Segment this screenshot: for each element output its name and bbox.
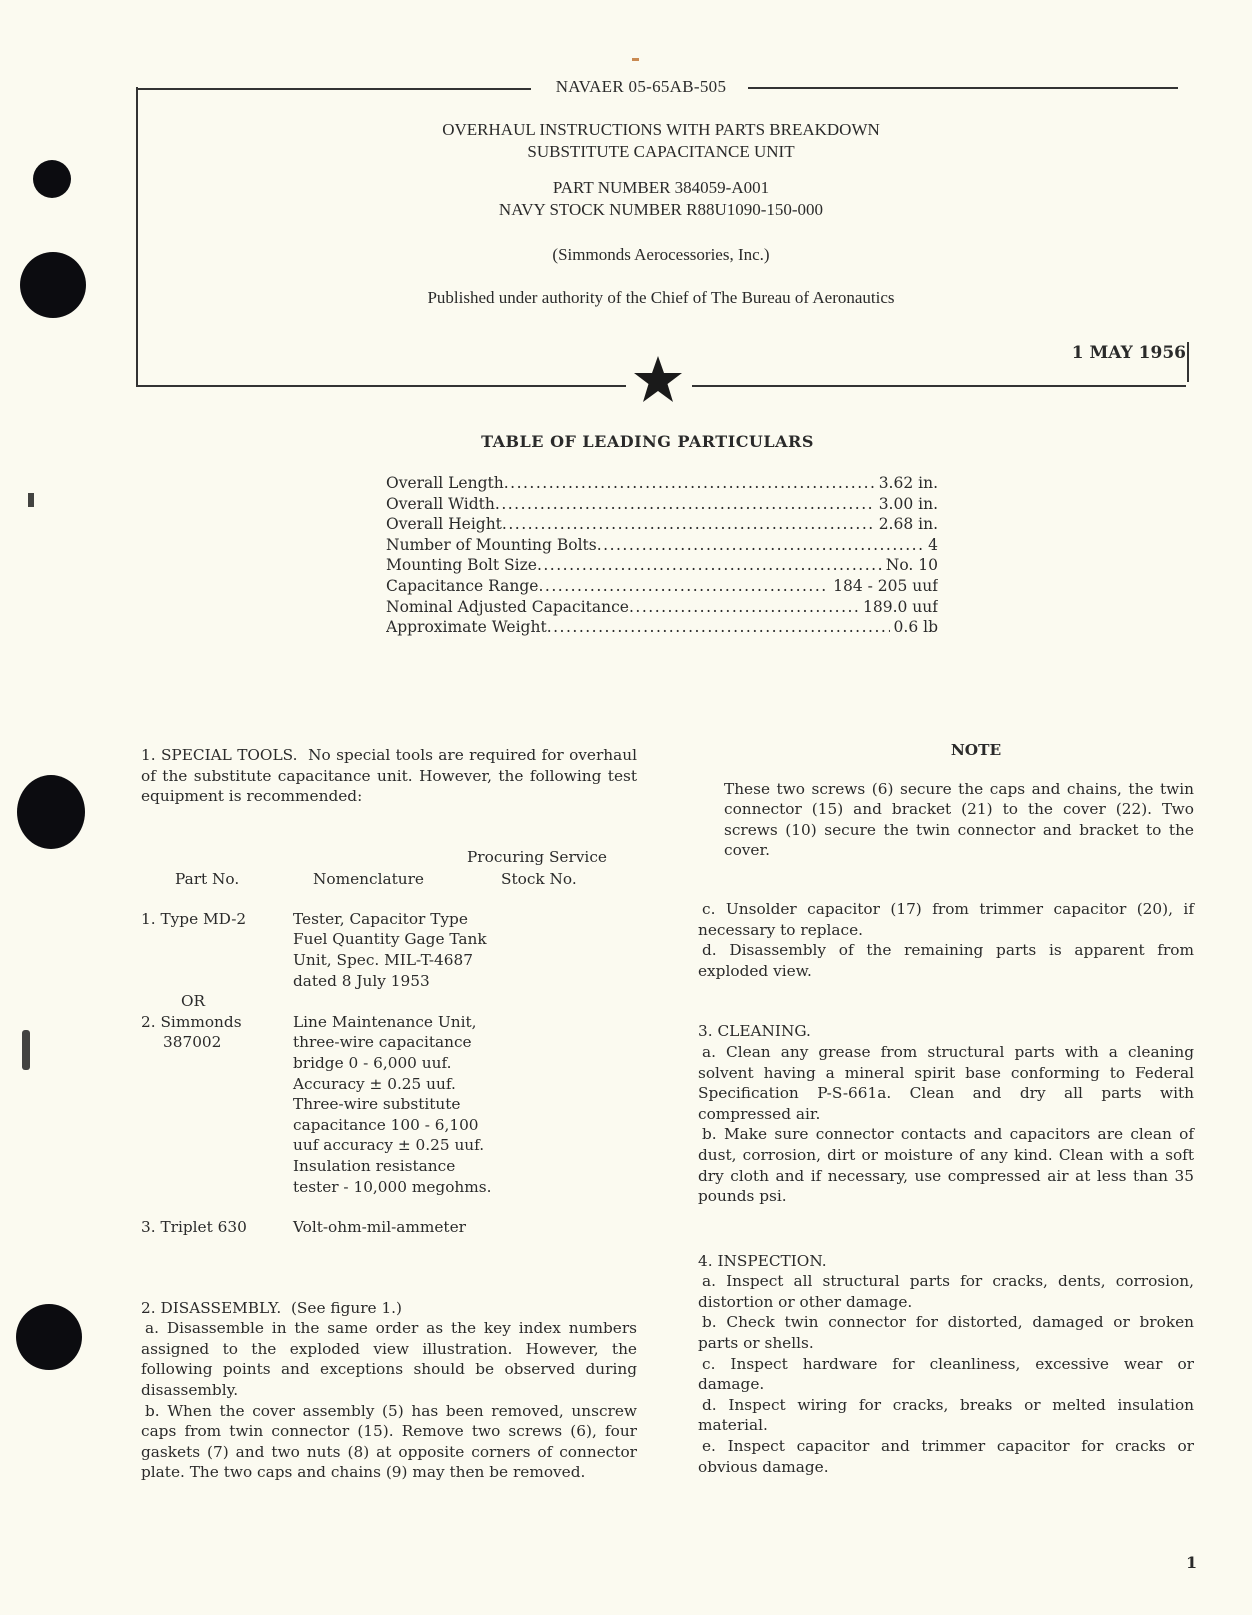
navy-stock-number: NAVY STOCK NUMBER R88U1090-150-000 <box>498 200 824 219</box>
tool-part-no: 3. Triplet 630 <box>141 1218 247 1237</box>
inspection-heading: 4. INSPECTION. <box>698 1251 827 1270</box>
tool-part-no <box>141 1012 242 1053</box>
note-title: NOTE <box>950 741 1002 759</box>
inspection-step: e. Inspect capacitor and trimmer capacitor for cracks or obvious damage. <box>698 1437 1194 1476</box>
nomenclature-line: Unit, Spec. MIL-T-4687 <box>293 950 473 969</box>
row-label: Number of Mounting Bolts <box>386 535 597 554</box>
inspection-step: b. Check twin connector for distorted, damaged or broken parts or shells. <box>698 1313 1194 1353</box>
particulars-row <box>386 617 938 638</box>
disassembly-heading-line <box>141 1298 637 1319</box>
inspection-step: d. Inspect wiring for cracks, breaks or melted insulation material. <box>698 1395 1194 1435</box>
page-number: 1 <box>1186 1553 1198 1572</box>
disassembly-step: b. When the cover assembly (5) has been removed, unscrew caps from twin connector (15). Remove two screws (6), four gaskets (7) and two nuts (8) at opposite corners of connector plate. The two caps and chains (9) may then be removed. <box>141 1401 637 1482</box>
row-label: Overall Width <box>386 494 495 513</box>
left-column <box>141 745 637 1483</box>
binder-hole-3 <box>17 775 85 849</box>
nomenclature-line: Three-wire substitute <box>293 1095 461 1114</box>
nomenclature-line: capacitance 100 - 6,100 <box>293 1115 479 1134</box>
cleaning-section <box>698 1021 1194 1206</box>
nomenclature-line: tester - 10,000 megohms. <box>293 1177 492 1196</box>
manufacturer: (Simmonds Aerocessories, Inc.) <box>552 245 770 264</box>
tool-part-no: 1. Type MD-2 <box>141 909 247 928</box>
tools-table-row <box>141 1012 637 1197</box>
disassembly-step: a. Disassemble in the same order as the key index numbers assigned to the exploded view illustration. However, the following points and exceptions should be observed during disassembly. <box>141 1319 637 1400</box>
row-value: 184 - 205 uuf <box>833 576 938 595</box>
particulars-row <box>386 576 938 597</box>
particulars-row <box>386 535 938 556</box>
particulars-title: TABLE OF LEADING PARTICULARS <box>481 432 814 451</box>
nomenclature-line: dated 8 July 1953 <box>293 971 430 990</box>
column-header-part-no: Part No. <box>175 869 240 888</box>
row-label: Capacitance Range <box>386 576 539 595</box>
tools-table-header <box>141 829 637 887</box>
particulars-row <box>386 473 938 494</box>
particulars-table <box>386 473 938 638</box>
frame-right-tick <box>1187 342 1189 382</box>
particulars-row <box>386 514 938 535</box>
special-tools-section <box>141 745 637 807</box>
particulars-row <box>386 555 938 576</box>
binder-hole-1 <box>33 160 71 198</box>
scan-mark <box>632 58 639 61</box>
tools-table-row <box>141 909 637 991</box>
disassembly-step: c. Unsolder capacitor (17) from trimmer capacitor (20), if necessary to replace. <box>698 899 1194 939</box>
right-column <box>698 740 1194 1477</box>
row-label: Nominal Adjusted Capacitance <box>386 597 629 616</box>
row-value: No. 10 <box>885 556 938 575</box>
part-no-line: 387002 <box>163 1033 222 1052</box>
inspection-section <box>698 1251 1194 1478</box>
row-label: Approximate Weight <box>386 618 547 637</box>
column-header-procuring: Procuring Service <box>467 847 607 866</box>
row-value: 189.0 uuf <box>862 597 938 616</box>
scan-blot-1 <box>28 493 34 507</box>
leader-dots <box>537 555 882 576</box>
publication-date: 1 MAY 1956 <box>1071 343 1186 363</box>
tools-table-row <box>141 1217 637 1238</box>
part-no-line: 2. Simmonds <box>141 1012 242 1031</box>
or-separator: OR <box>181 992 206 1011</box>
row-value: 2.68 in. <box>878 515 938 534</box>
cleaning-step: a. Clean any grease from structural parts with a cleaning solvent having a mineral spirit base conforming to Federal Specification P-S-661a. Clean and dry all parts with compressed air. <box>698 1042 1194 1123</box>
leader-dots <box>504 473 875 494</box>
special-tools-heading: 1. SPECIAL TOOLS. <box>141 746 298 764</box>
disassembly-continued <box>698 899 1194 981</box>
part-identification <box>136 177 1186 221</box>
leader-dots <box>597 535 924 556</box>
part-number: PART NUMBER 384059-A001 <box>552 178 770 197</box>
frame-top-rule-left <box>136 88 531 90</box>
disassembly-section <box>141 1298 637 1483</box>
authority-statement: Published under authority of the Chief of The Bureau of Aeronautics <box>427 288 895 307</box>
particulars-row <box>386 494 938 515</box>
nomenclature-line: Line Maintenance Unit, <box>293 1012 477 1031</box>
row-value: 3.00 in. <box>878 494 938 513</box>
nomenclature-line: Fuel Quantity Gage Tank <box>293 930 487 949</box>
tool-nomenclature <box>293 909 637 991</box>
star-icon <box>632 354 684 404</box>
column-header-stock-no: Stock No. <box>501 869 577 888</box>
nomenclature-line: Volt-ohm-mil-ammeter <box>293 1218 466 1237</box>
frame-top-rule-right <box>748 87 1178 89</box>
nomenclature-line: three-wire capacitance <box>293 1033 472 1052</box>
disassembly-step: d. Disassembly of the remaining parts is apparent from exploded view. <box>698 941 1194 980</box>
nomenclature-line: uuf accuracy ± 0.25 uuf. <box>293 1136 485 1155</box>
title-line-2: SUBSTITUTE CAPACITANCE UNIT <box>527 142 795 161</box>
row-label: Mounting Bolt Size <box>386 556 537 575</box>
tool-nomenclature <box>293 1012 637 1197</box>
binder-hole-2 <box>20 252 86 318</box>
figure-reference: (See figure 1.) <box>290 1298 403 1317</box>
row-label: Overall Height <box>386 515 502 534</box>
row-value: 3.62 in. <box>878 474 938 492</box>
document-number: NAVAER 05-65AB-505 <box>555 77 727 96</box>
binder-hole-4 <box>16 1304 82 1370</box>
tool-nomenclature <box>293 1217 637 1238</box>
inspection-step: a. Inspect all structural parts for cracks, dents, corrosion, distortion or other damage. <box>698 1272 1194 1311</box>
nomenclature-line: bridge 0 - 6,000 uuf. <box>293 1053 452 1072</box>
nomenclature-line: Tester, Capacitor Type <box>293 909 468 928</box>
leader-dots <box>547 617 890 638</box>
title-line-1: OVERHAUL INSTRUCTIONS WITH PARTS BREAKDOWN <box>442 120 880 139</box>
document-title <box>136 119 1186 163</box>
leader-dots <box>502 514 875 535</box>
inspection-step: c. Inspect hardware for cleanliness, excessive wear or damage. <box>698 1354 1194 1394</box>
leader-dots <box>629 597 859 618</box>
column-header-nomenclature: Nomenclature <box>313 869 424 888</box>
row-value: 4 <box>928 535 938 554</box>
leader-dots <box>538 576 829 597</box>
row-label: Overall Length <box>386 474 504 492</box>
nomenclature-line: Accuracy ± 0.25 uuf. <box>293 1074 456 1093</box>
nomenclature-line: Insulation resistance <box>293 1156 456 1175</box>
cleaning-heading: 3. CLEANING. <box>698 1022 811 1041</box>
note-body: These two screws (6) secure the caps and chains, the twin connector (15) and bracket (21) to the cover (22). Two screws (10) secure the twin connector and bracket to the cover. <box>724 779 1194 860</box>
leader-dots <box>495 494 875 515</box>
disassembly-heading: 2. DISASSEMBLY. <box>141 1298 282 1317</box>
cleaning-step: b. Make sure connector contacts and capacitors are clean of dust, corrosion, dirt or moisture of any kind. Clean with a soft dry cloth and if necessary, use compressed air at less than 35 pounds psi. <box>698 1125 1194 1206</box>
particulars-row <box>386 597 938 618</box>
special-tools-text: No special tools are required for overhaul of the substitute capacitance unit. However, the following test equipment is recommended: <box>141 746 638 806</box>
scan-blot-2 <box>22 1030 30 1070</box>
row-value: 0.6 lb <box>893 618 938 637</box>
